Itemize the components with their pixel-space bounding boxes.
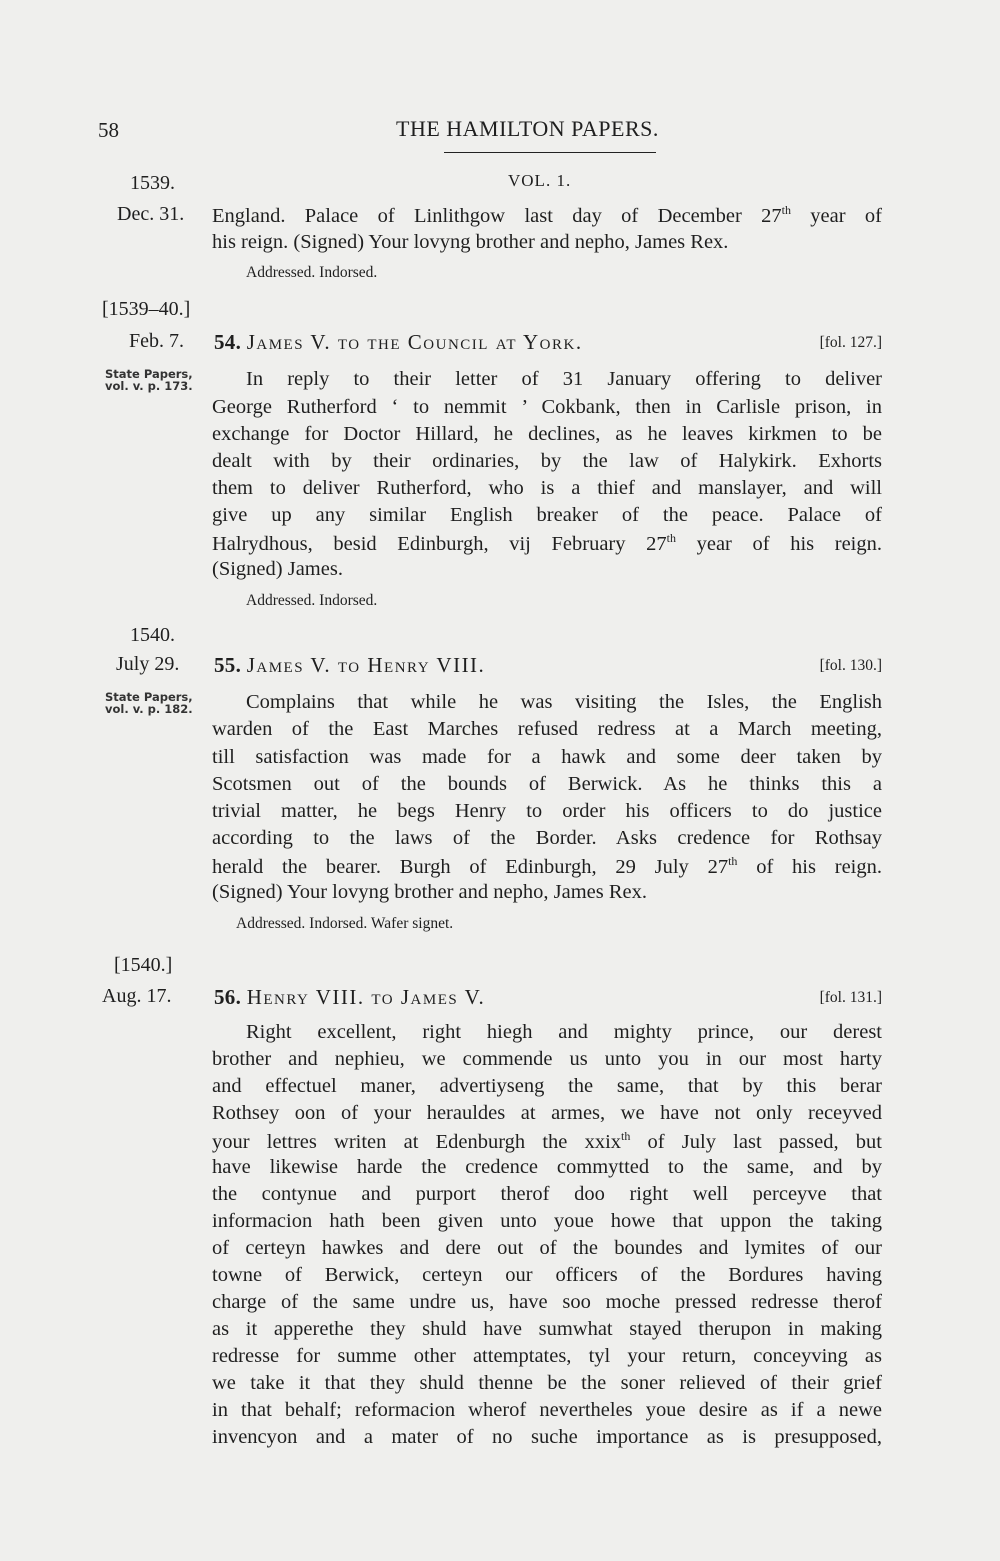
year-label: 1540.	[130, 624, 175, 646]
body-line: as it apperethe they shuld have sumwhat stayed therupon in making	[212, 1318, 882, 1340]
entry-heading: 56. Henry VIII. to James V.	[214, 985, 486, 1009]
body-line: (Signed) Your lovyng brother and nepho, James Rex.	[212, 881, 648, 903]
margin-reference: State Papers, vol. v. p. 173.	[105, 367, 193, 393]
page-number: 58	[98, 118, 119, 142]
body-line: In reply to their letter of 31 January offering to deliver	[246, 368, 882, 390]
margin-reference: State Papers, vol. v. p. 182.	[105, 690, 193, 716]
year-label: 1539.	[130, 172, 175, 194]
date-label: July 29.	[116, 653, 180, 675]
body-line: (Signed) James.	[212, 558, 343, 580]
body-line: brother and nephieu, we commende us unto you in our most harty	[212, 1048, 882, 1070]
folio-ref: [fol. 131.]	[819, 989, 882, 1006]
folio-ref: [fol. 127.]	[819, 334, 882, 351]
body-line: Scotsmen out of the bounds of Berwick. As he thinks this a	[212, 773, 882, 795]
body-line: his reign. (Signed) Your lovyng brother and nepho, James Rex.	[212, 231, 729, 253]
body-line: Right excellent, right hiegh and mighty prince, our derest	[246, 1021, 882, 1043]
body-line: informacion hath been given unto youe howe that uppon the taking	[212, 1210, 882, 1232]
volume-label: VOL. 1.	[508, 171, 572, 190]
body-line: in that behalf; reformacion wherof nevertheles youe desire as if a newe	[212, 1399, 882, 1421]
date-label: Feb. 7.	[129, 330, 184, 352]
body-line: towne of Berwick, certeyn our officers of the Bordures having	[212, 1264, 882, 1286]
body-line: trivial matter, he begs Henry to order his officers to do justice	[212, 800, 882, 822]
body-line: redresse for summe other attemptates, tyl your return, conceyving as	[212, 1345, 882, 1367]
year-label: [1539–40.]	[102, 298, 191, 320]
body-line: exchange for Doctor Hillard, he declines, as he leaves kirkmen to be	[212, 423, 882, 445]
body-line: according to the laws of the Border. Asks credence for Rothsay	[212, 827, 882, 849]
body-line: give up any similar English breaker of the peace. Palace of	[212, 504, 882, 526]
body-line: till satisfaction was made for a hawk and some deer taken by	[212, 746, 882, 768]
date-label: Dec. 31.	[117, 203, 185, 225]
addressed-note: Addressed. Indorsed.	[246, 264, 378, 281]
body-line: dealt with by their ordinaries, by the law of Halykirk. Exhorts	[212, 450, 882, 472]
body-line: the contynue and purport therof doo right well perceyve that	[212, 1183, 882, 1205]
body-line: warden of the East Marches refused redress at a March meeting,	[212, 718, 882, 740]
folio-ref: [fol. 130.]	[819, 657, 882, 674]
running-title: THE HAMILTON PAPERS.	[396, 116, 659, 141]
body-line: herald the bearer. Burgh of Edinburgh, 29 July 27th of his reign.	[212, 854, 883, 878]
date-label: Aug. 17.	[102, 985, 172, 1007]
body-line: and effectuel maner, advertiyseng the same, that by this berar	[212, 1075, 882, 1097]
body-line: invencyon and a mater of no suche importance as is presupposed,	[212, 1426, 882, 1448]
entry-heading: 54. James V. to the Council at York.	[214, 330, 583, 354]
entry-heading: 55. James V. to Henry VIII.	[214, 653, 486, 677]
header-rule	[444, 152, 656, 153]
year-label: [1540.]	[114, 954, 173, 976]
body-line: Halrydhous, besid Edinburgh, vij February 27th year of his reign.	[212, 531, 882, 555]
body-line: Rothsey oon of your herauldes at armes, we have not only receyved	[212, 1102, 882, 1124]
body-line: England. Palace of Linlithgow last day of December 27th year of	[212, 203, 882, 227]
body-line: we take it that they shuld thenne be the soner relieved of their grief	[212, 1372, 882, 1394]
body-line: them to deliver Rutherford, who is a thief and manslayer, and will	[212, 477, 882, 499]
addressed-note: Addressed. Indorsed. Wafer signet.	[236, 915, 454, 932]
body-line: charge of the same undre us, have soo moche pressed redresse therof	[212, 1291, 882, 1313]
body-line: your lettres writen at Edenburgh the xxix$^{th}$ of July last passed, but	[212, 1129, 882, 1153]
addressed-note: Addressed. Indorsed.	[246, 592, 378, 609]
body-line: Complains that while he was visiting the Isles, the English	[246, 691, 882, 713]
body-line: have likewise harde the credence commytted to the same, and by	[212, 1156, 882, 1178]
body-line: of certeyn hawkes and dere out of the boundes and lymites of our	[212, 1237, 882, 1259]
body-line: George Rutherford ‘ to nemmit ’ Cokbank, then in Carlisle prison, in	[212, 396, 882, 418]
